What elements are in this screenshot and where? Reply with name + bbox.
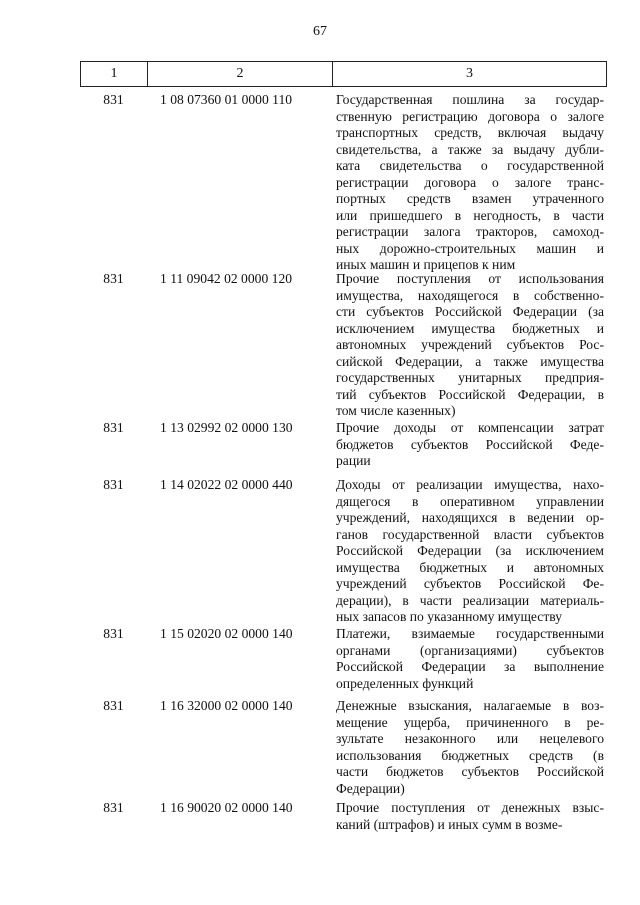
description-line: тий субъектов Российской Федерации, в (336, 386, 604, 402)
admin-code: 831 (103, 626, 124, 641)
description-line: государственных унитарных предприя- (336, 370, 604, 385)
description-line: Прочие поступления от использования (336, 271, 604, 286)
description-line: Российской Федерации (за исключением (336, 543, 604, 558)
description-line: Российской Федерации за выполнение (336, 659, 604, 674)
description-line: каний (штрафов) и иных сумм в возме- (336, 816, 563, 832)
description-line: рации (336, 453, 371, 468)
admin-code: 831 (103, 477, 124, 492)
description-line: ганов государственной власти субъектов (336, 526, 604, 542)
description-line: Денежные взыскания, налагаемые в воз- (336, 698, 604, 713)
revenue-code: 1 15 02020 02 0000 140 (160, 626, 293, 641)
description-line: Доходы от реализации имущества, нахо- (336, 477, 604, 492)
admin-code: 831 (103, 800, 124, 815)
header-col-2: 2 (148, 62, 333, 86)
description-line: определенных функций (336, 675, 474, 691)
admin-code: 831 (103, 92, 124, 107)
description-line: органами (организациями) субъектов (336, 642, 604, 658)
revenue-code: 1 11 09042 02 0000 120 (160, 271, 293, 286)
description-line: использования бюджетных средств (в (336, 747, 604, 763)
revenue-description (336, 626, 604, 692)
revenue-description (336, 800, 604, 833)
header-col-3: 3 (466, 66, 473, 81)
header-col-1: 1 (81, 62, 148, 86)
description-line: автономных учреждений субъектов Рос- (336, 337, 604, 352)
description-line: мещение ущерба, причиненного в ре- (336, 714, 604, 730)
description-line: дерации), в части реализации материаль- (336, 592, 604, 608)
admin-code: 831 (103, 698, 124, 713)
description-line: Платежи, взимаемые государственными (336, 626, 604, 641)
description-line: транспортных средств, включая выдачу (336, 125, 604, 140)
description-line: имущества, находящегося в собственно- (336, 287, 604, 303)
description-line: дящегося в оперативном управлении (336, 493, 604, 509)
description-line: части бюджетов субъектов Российской (336, 764, 604, 779)
revenue-code: 1 14 02022 02 0000 440 (160, 477, 293, 492)
description-line: Федерации) (336, 780, 405, 796)
admin-code: 831 (103, 271, 124, 286)
description-line: сти субъектов Российской Федерации (за (336, 304, 604, 319)
description-line: исключением имущества бюджетных и (336, 320, 604, 336)
description-line: Прочие поступления от денежных взыс- (336, 800, 604, 815)
description-line: или пришедшего в негодность, в части (336, 207, 604, 223)
description-line: бюджетов субъектов Российской Феде- (336, 436, 604, 452)
page-number: 67 (313, 24, 327, 39)
description-line: учреждений, находящихся в ведении ор- (336, 510, 604, 525)
revenue-description (336, 477, 604, 626)
description-line: регистрации залога тракторов, самоход- (336, 224, 604, 239)
revenue-code: 1 16 32000 02 0000 140 (160, 698, 293, 713)
description-line: учреждений субъектов Российской Фе- (336, 576, 604, 591)
revenue-code: 1 13 02992 02 0000 130 (160, 420, 293, 435)
admin-code: 831 (103, 420, 124, 435)
description-line: Государственная пошлина за государ- (336, 92, 604, 107)
description-line: портных средств взамен утраченного (336, 191, 604, 206)
description-line: регистрации договора о залоге транс- (336, 174, 604, 190)
description-line: ных запасов по указанному имуществу (336, 609, 563, 624)
description-line: сийской Федерации, а также имущества (336, 353, 604, 369)
description-line: ственную регистрацию договора о залоге (336, 108, 604, 124)
revenue-description (336, 92, 604, 274)
revenue-description (336, 271, 604, 420)
description-line: свидетельства, а также за выдачу дубли- (336, 141, 604, 157)
description-line: Прочие доходы от компенсации затрат (336, 420, 604, 435)
description-line: ката свидетельства о государственной (336, 158, 604, 173)
description-line: том числе казенных) (336, 403, 456, 418)
table-header (80, 61, 607, 87)
description-line: имущества бюджетных и автономных (336, 559, 604, 575)
revenue-code: 1 16 90020 02 0000 140 (160, 800, 293, 815)
revenue-description (336, 698, 604, 797)
revenue-code: 1 08 07360 01 0000 110 (160, 92, 293, 107)
revenue-description (336, 420, 604, 470)
description-line: иных машин и прицепов к ним (336, 257, 516, 272)
description-line: зультате незаконного или нецелевого (336, 731, 604, 746)
description-line: ных дорожно-строительных машин и (336, 240, 604, 256)
